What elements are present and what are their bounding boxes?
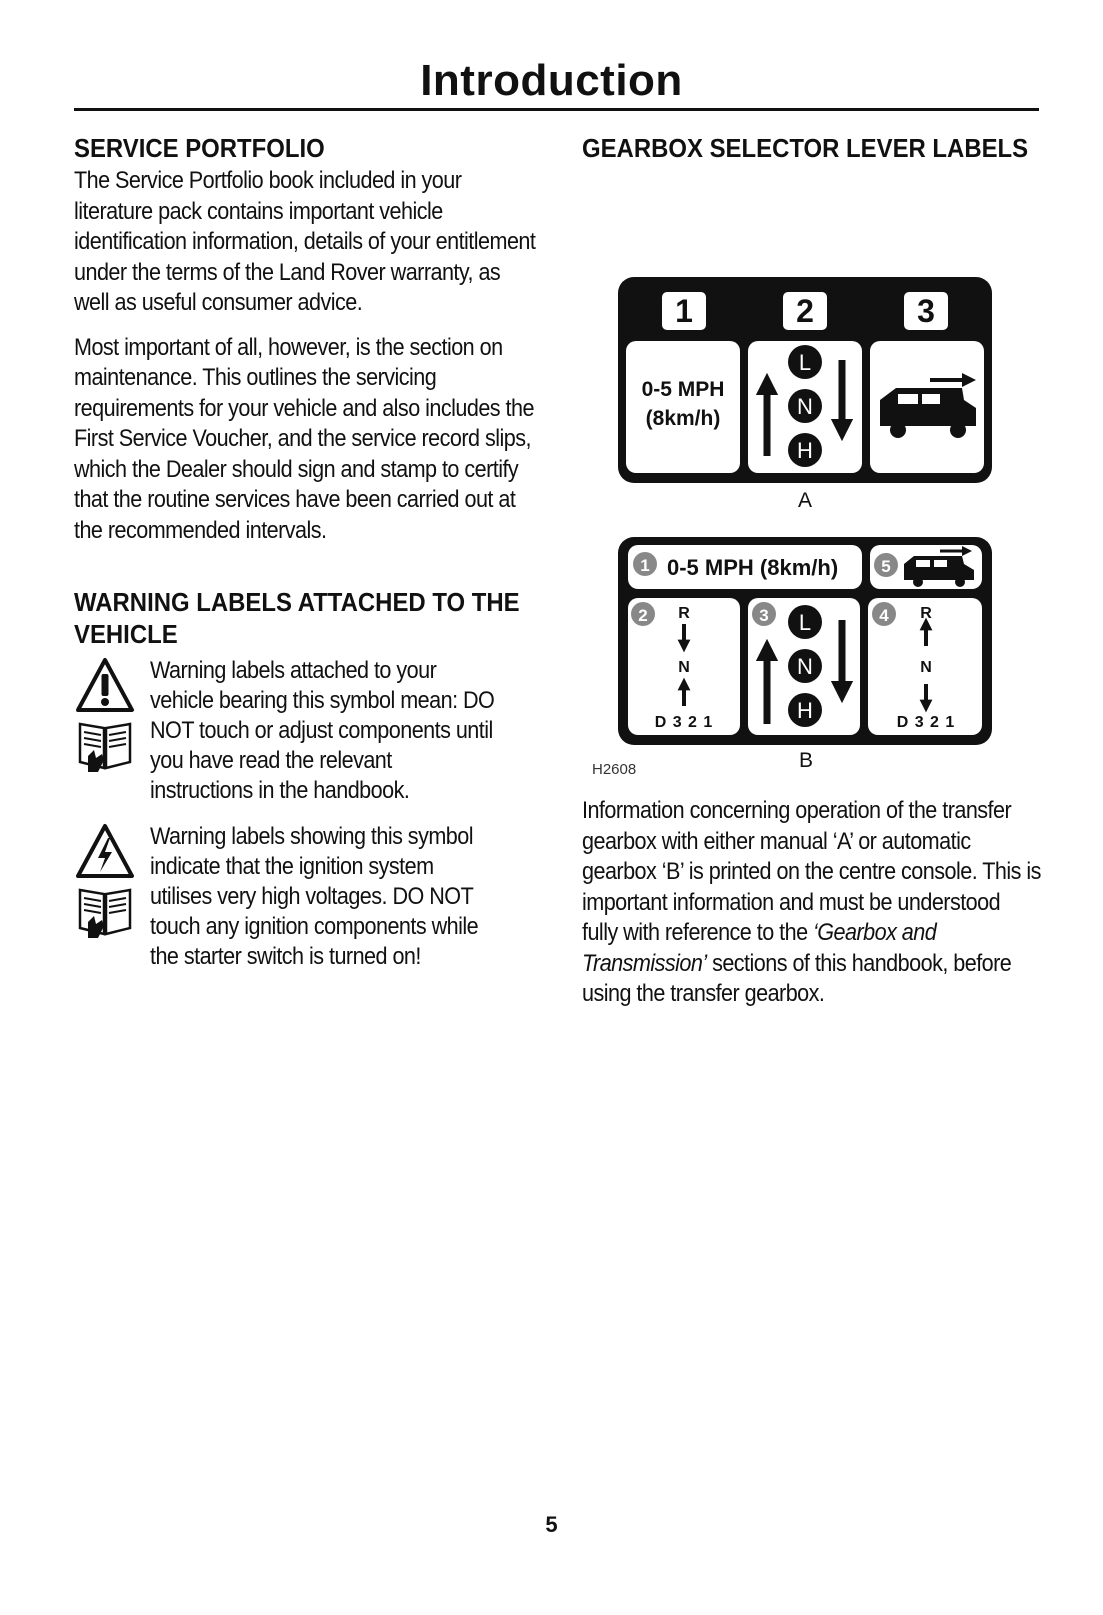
warning-item-high-voltage-text: Warning labels showing this symbol indicate that the ignition system utilises very high voltages. DO NOT touch any ignition components while the starter switch is turned on! xyxy=(150,823,479,970)
label-a-number-2: 2 xyxy=(796,293,814,329)
label-b-panel4-reverse: R xyxy=(920,605,932,622)
label-b-badge-5: 5 xyxy=(881,557,891,576)
warning-item-general xyxy=(74,656,534,806)
label-b-caption: B xyxy=(798,749,814,772)
handbook-icon xyxy=(74,716,136,774)
label-a-speed-line-2: (8km/h) xyxy=(645,407,721,430)
left-column xyxy=(74,132,534,972)
label-b-panel4-neutral: N xyxy=(920,659,932,676)
warning-labels-heading: WARNING LABELS ATTACHED TO THE VEHICLE xyxy=(74,587,520,649)
label-b-panel4-drive: D 3 2 1 xyxy=(896,714,956,731)
label-b-badge-2: 2 xyxy=(638,606,648,625)
warning-icon-group xyxy=(74,656,150,774)
label-b-badge-1: 1 xyxy=(640,556,650,575)
page-number: 5 xyxy=(545,1512,558,1537)
warning-labels-section xyxy=(74,586,534,972)
label-b-badge-3: 3 xyxy=(759,606,769,625)
right-column xyxy=(582,132,1042,1010)
label-b-panel2-drive: D 3 2 1 xyxy=(654,714,714,731)
service-portfolio-section xyxy=(74,132,534,546)
gearbox-transmission-reference: ‘Gearbox and Transmission’ xyxy=(582,919,937,977)
gearbox-heading: GEARBOX SELECTOR LEVER LABELS xyxy=(582,133,1029,163)
manual-gearbox-label-a xyxy=(618,277,992,483)
label-a-caption: A xyxy=(797,489,813,512)
label-b-range-neutral: N xyxy=(797,654,813,679)
label-a-speed-line-1: 0-5 MPH xyxy=(641,378,725,401)
label-a-range-neutral: N xyxy=(797,394,813,419)
label-b-panel2-neutral: N xyxy=(678,659,690,676)
label-b-panel2-reverse: R xyxy=(678,605,690,622)
page-title: Introduction xyxy=(420,56,683,105)
handbook-icon xyxy=(74,882,136,940)
label-a-number-3: 3 xyxy=(917,293,935,329)
gearbox-info-text-1: Information concerning operation of the transfer gearbox with either manual ‘A’ or automatic gearbox ‘B’ is printed on the centre console. This is important information and must be understood fully with reference to the xyxy=(582,797,1041,946)
label-b-range-high: H xyxy=(797,698,813,723)
gearbox-info-text-2: sections of this handbook, before using the transfer gearbox. xyxy=(582,949,1012,1007)
gearbox-info-paragraph xyxy=(582,796,1041,1010)
warning-item-high-voltage xyxy=(74,822,534,972)
automatic-gearbox-label-b xyxy=(618,537,992,745)
gearbox-labels-diagram xyxy=(578,194,1018,778)
title-divider xyxy=(74,108,1039,111)
label-a-range-low: L xyxy=(798,350,812,375)
warning-item-general-text: Warning labels attached to your vehicle bearing this symbol mean: DO NOT touch or adjust components until you have read the relevant instructions in the handbook. xyxy=(150,657,495,804)
high-voltage-icon-group xyxy=(74,822,150,940)
service-portfolio-heading: SERVICE PORTFOLIO xyxy=(74,133,325,163)
high-voltage-icon xyxy=(74,822,136,882)
label-a-number-1: 1 xyxy=(675,293,693,329)
diagram-reference-code: H2608 xyxy=(592,761,637,778)
label-b-range-low: L xyxy=(798,610,812,635)
label-b-speed: 0-5 MPH (8km/h) xyxy=(667,555,839,580)
label-a-range-high: H xyxy=(797,438,813,463)
service-portfolio-paragraph-2: Most important of all, however, is the section on maintenance. This outlines the servicing requirements for your vehicle and also includes the First Service Voucher, and the service record slips, which the Dealer should sign and stamp to certify that the routine services have been carried out at the recommended intervals. xyxy=(74,333,534,544)
service-portfolio-paragraph-1: The Service Portfolio book included in your literature pack contains important vehicle identification information, details of your entitlement under the terms of the Land Rover warranty, as well as useful consumer advice. xyxy=(74,167,536,316)
label-b-badge-4: 4 xyxy=(879,606,889,625)
warning-triangle-icon xyxy=(74,656,136,716)
